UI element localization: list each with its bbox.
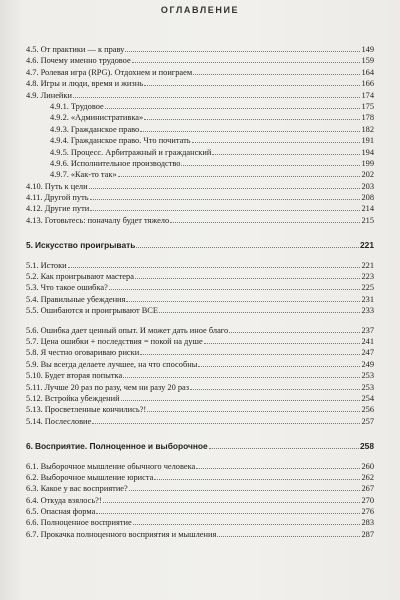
entry-number: 4.11. [26,193,43,203]
leader-dots [118,168,361,177]
entry-title: Выборочное мышление юриста [40,472,154,482]
entry-number: 6.7. [26,529,39,539]
toc-section-4 [26,43,374,225]
entry-page: 256 [361,405,374,415]
toc-section-5-part1 [26,259,374,316]
entry-number: 5.1. [26,260,39,270]
leader-dots [136,239,359,248]
entry-title: Что такое ошибка? [40,283,108,293]
entry-number: 5.14. [26,416,43,426]
table-of-contents [26,43,374,539]
entry-title: Процесс. Арбитражный и гражданский [70,147,212,157]
chapter-number: 6. [26,441,33,452]
entry-number: 6.6. [26,518,39,528]
toc-entry [26,415,374,426]
leader-dots [126,293,360,302]
entry-page: 254 [361,393,374,403]
entry-title: Какое у вас восприятие? [40,484,128,494]
entry-page: 249 [361,359,374,369]
entry-page: 241 [361,336,374,346]
entry-number: 6.2. [26,472,39,482]
entry-title: «Как-то так» [70,170,117,180]
toc-entry [26,293,374,304]
entry-page: 159 [361,56,374,66]
toc-entry [26,358,374,369]
entry-title: Как проигрывают мастера [40,272,134,282]
entry-page: 202 [361,170,374,180]
toc-entry [26,157,374,168]
entry-number: 6.1. [26,461,39,471]
leader-dots [217,528,360,537]
toc-entry [26,369,374,380]
toc-entry [26,134,374,145]
entry-page: 199 [361,158,374,168]
entry-page: 270 [361,495,374,505]
entry-page: 225 [361,283,374,293]
entry-title: Гражданское право. Что почитать [70,136,191,146]
entry-number: 5.4. [26,294,39,304]
entry-number: 5.3. [26,283,39,293]
toc-entry [26,516,374,527]
entry-page: 215 [361,215,374,225]
entry-page: 260 [361,461,374,471]
entry-number: 4.13. [26,215,43,225]
leader-dots [132,54,361,63]
leader-dots [159,304,360,313]
toc-chapter-5 [26,239,374,250]
entry-title: Просветленные кончились?! [44,405,147,415]
entry-title: Ошибаются и проигрывают ВСЕ [40,306,159,316]
toc-entry [26,146,374,157]
leader-dots [196,460,360,469]
entry-number: 5.12. [26,393,43,403]
toc-entry [26,460,374,471]
chapter-number: 5. [26,240,33,251]
toc-chapter-6 [26,440,374,451]
leader-dots [92,415,360,424]
entry-number: 5.13. [26,405,43,415]
entry-page: 267 [361,484,374,494]
toc-entry [26,528,374,539]
entry-number: 5.10. [26,371,43,381]
leader-dots [147,403,360,412]
leader-dots [154,471,360,480]
entry-title: Почему именно трудовое [40,56,131,66]
toc-entry [26,54,374,65]
toc-entry [26,270,374,281]
entry-number: 4.9.7. [50,170,69,180]
entry-title: Правильные убеждения [40,294,126,304]
entry-number: 4.9.5. [50,147,69,157]
entry-number: 5.11. [26,382,43,392]
entry-number: 4.6. [26,56,39,66]
leader-dots [170,214,360,223]
entry-page: 174 [361,90,374,100]
entry-title: Прокачка полноценного восприятия и мышления [40,529,217,539]
entry-page: 214 [361,204,374,214]
leader-dots [133,516,361,525]
entry-number: 4.12. [26,204,43,214]
entry-title: Исполнительное производство [70,158,181,168]
entry-number: 5.6. [26,325,39,335]
toc-entry [26,392,374,403]
entry-title: Гражданское право [70,124,140,134]
entry-number: 4.9.4. [50,136,69,146]
entry-page: 166 [361,79,374,89]
toc-entry [26,180,374,191]
leader-dots [89,180,361,189]
leader-dots [192,134,361,143]
toc-entry [26,482,374,493]
entry-number: 4.9.2. [50,113,69,123]
entry-title: Я честно оговариваю риски [40,348,140,358]
entry-page: 262 [361,472,374,482]
toc-entry [26,281,374,292]
entry-number: 4.9.1. [50,101,69,111]
entry-page: 231 [361,294,374,304]
entry-number: 5.7. [26,336,39,346]
leader-dots [129,482,361,491]
entry-title: Готовьтесь: поначалу будет тяжело [44,215,170,225]
leader-dots [198,358,360,367]
leader-dots [144,111,360,120]
entry-page: 208 [361,193,374,203]
entry-page: 175 [361,101,374,111]
entry-number: 6.5. [26,507,39,517]
entry-page: 247 [361,348,374,358]
toc-entry [26,214,374,225]
toc-entry [26,403,374,414]
entry-title: Истоки [40,260,67,270]
entry-page: 203 [361,181,374,191]
entry-number: 4.9.6. [50,158,69,168]
leader-dots [68,259,361,268]
entry-number: 4.8. [26,79,39,89]
entry-title: Ролевая игра (RPG). Отдохнем и поиграем [40,67,193,77]
entry-title: Путь к цели [44,181,88,191]
leader-dots [121,392,361,401]
leader-dots [212,146,360,155]
entry-title: Встройка убеждений [44,393,120,403]
toc-entry [26,346,374,357]
toc-entry [26,100,374,111]
entry-page: 276 [361,507,374,517]
entry-page: 191 [361,136,374,146]
leader-dots [103,494,361,503]
entry-page: 164 [361,67,374,77]
entry-title: Другие пути [44,204,90,214]
toc-entry [26,168,374,179]
toc-entry [26,66,374,77]
toc-entry [26,43,374,54]
entry-page: 253 [361,382,374,392]
entry-title: Откуда взялось?! [40,495,102,505]
entry-title: Ошибка дает ценный опыт. И может дать иное благо [40,325,229,335]
toc-entry [26,471,374,482]
entry-title: Будет вторая попытка [44,371,123,381]
entry-page: 149 [361,45,374,54]
entry-page: 283 [361,518,374,528]
leader-dots [90,191,361,200]
entry-page: 182 [361,124,374,134]
leader-dots [105,100,361,109]
toc-entry [26,259,374,270]
chapter-title: Искусство проигрывать [35,240,136,251]
entry-title: Вы всегда делаете лучшее, на что способны [40,359,198,369]
entry-page: 253 [361,371,374,381]
toc-entry [26,304,374,315]
page-header: ОГЛАВЛЕНИЕ [160,5,240,15]
toc-entry [26,505,374,516]
entry-page: 223 [361,272,374,282]
chapter-page: 221 [360,240,374,251]
toc-entry [26,111,374,122]
entry-page: 287 [361,529,374,539]
entry-title: Линейки [40,90,72,100]
entry-number: 6.3. [26,484,39,494]
leader-dots [209,440,359,449]
toc-entry [26,381,374,392]
toc-entry [26,202,374,213]
entry-title: Выборочное мышление обычного человека [40,461,196,471]
toc-section-5-part2 [26,324,374,427]
leader-dots [90,202,360,211]
toc-entry [26,89,374,100]
chapter-title: Восприятие. Полноценное и выборочное [35,441,208,452]
leader-dots [140,346,360,355]
leader-dots [125,43,360,52]
entry-number: 5.9. [26,359,39,369]
entry-number: 5.5. [26,306,39,316]
leader-dots [140,123,360,132]
entry-page: 257 [361,416,374,426]
toc-entry [26,77,374,88]
entry-number: 4.5. [26,45,39,54]
entry-number: 4.10. [26,181,43,191]
entry-page: 178 [361,113,374,123]
entry-page: 237 [361,325,374,335]
entry-title: Цена ошибки + последствия = покой на душе [40,336,203,346]
leader-dots [96,505,360,514]
leader-dots [204,335,361,344]
leader-dots [190,381,360,390]
leader-dots [181,157,360,166]
entry-number: 4.7. [26,67,39,77]
leader-dots [123,369,360,378]
toc-entry [26,494,374,505]
toc-entry [26,335,374,346]
entry-title: Другой путь [44,193,89,203]
entry-number: 4.9.3. [50,124,69,134]
entry-title: Лучше 20 раз по разу, чем ни разу 20 раз [44,382,190,392]
entry-title: Послесловие [44,416,92,426]
leader-dots [229,324,360,333]
entry-page: 233 [361,306,374,316]
chapter-page: 258 [360,441,374,452]
leader-dots [73,89,360,98]
entry-title: Трудовое [70,101,104,111]
leader-dots [193,66,360,75]
entry-page: 221 [361,260,374,270]
entry-title: Опасная форма [40,507,96,517]
entry-number: 5.2. [26,272,39,282]
toc-entry [26,191,374,202]
entry-number: 4.9. [26,90,39,100]
entry-number: 5.8. [26,348,39,358]
toc-entry [26,324,374,335]
leader-dots [144,77,360,86]
toc-entry [26,123,374,134]
entry-title: Полноценное восприятие [40,518,132,528]
leader-dots [109,281,361,290]
entry-number: 6.4. [26,495,39,505]
entry-title: Игры и люди, время и жизнь [40,79,144,89]
entry-title: От практики — к праву [40,45,125,54]
entry-page: 194 [361,147,374,157]
entry-title: «Административка» [70,113,144,123]
toc-section-6 [26,460,374,540]
leader-dots [135,270,361,279]
